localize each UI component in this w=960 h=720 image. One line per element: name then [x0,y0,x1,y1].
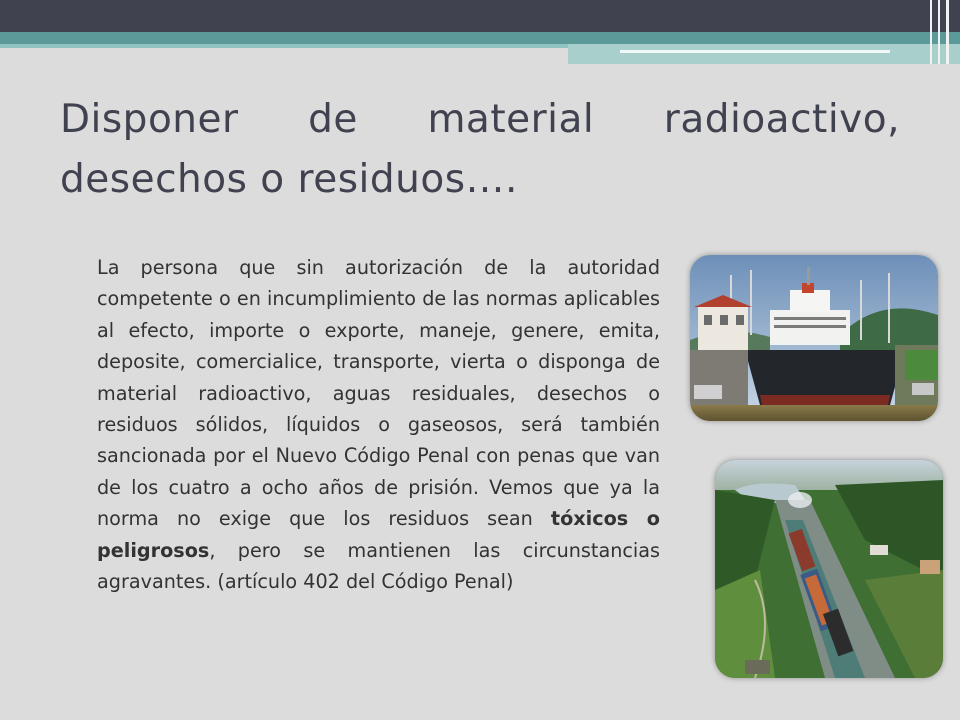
body-text-part: , pero se mantienen las circunstancias agravantes. (artículo 402 del Código Penal) [97,538,660,594]
ship-in-lock-photo [690,255,938,421]
header-band-teal [0,32,960,44]
body-text-bold: tóxicos o peligrosos [97,507,660,562]
header-edge-line [938,0,940,64]
body-text-part: La persona que sin autorización de la autoridad competente o en incumplimiento de las normas aplicables al efecto, importe o exporte, maneje, genere, emita, deposite, comercialice, transporte, vierta o disponga de material radioactivo, aguas residuales, desechos o residuos sólidos, líquidos o gaseosos, será también sancionada por el Nuevo Código Penal con penas que van de los cuatro a ocho años de prisión. Vemos que ya la norma no exige que los residuos sean [97,256,660,531]
header-band-light [0,44,568,48]
header-edge-line [930,0,932,64]
header-band-light-right [568,44,960,64]
aerial-canal-locks-photo [715,460,943,678]
slide-title: Disponer de material radioactivo, desechos o residuos…. [60,97,900,202]
header-band-dark [0,0,960,32]
header-edge-line [946,0,949,64]
slide-body-text [97,252,660,597]
header-band-highlight [620,50,890,53]
